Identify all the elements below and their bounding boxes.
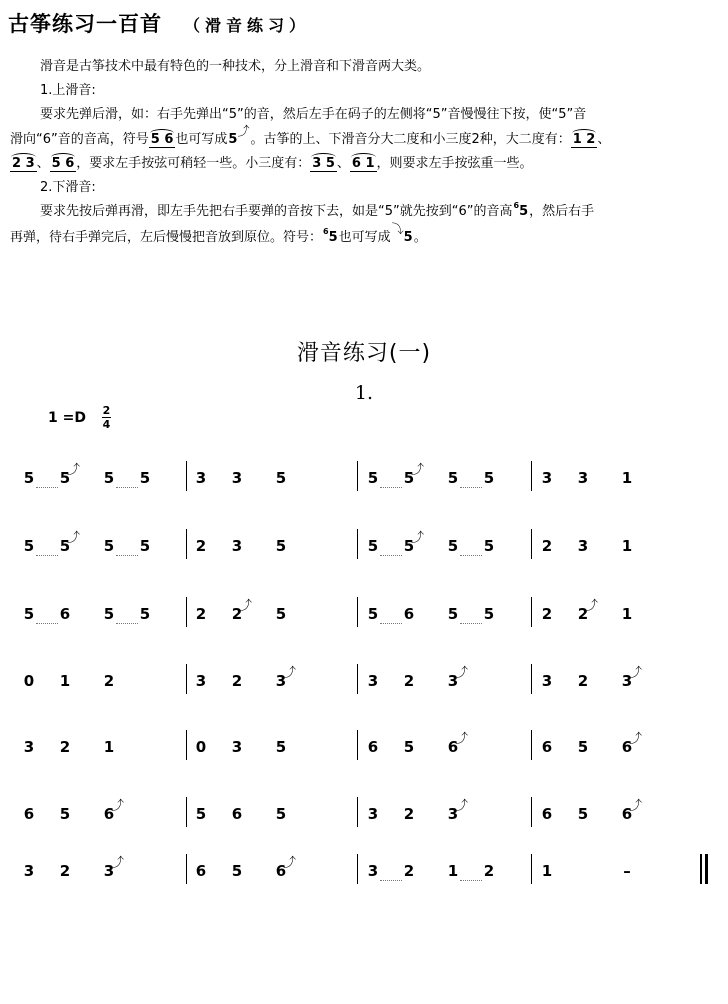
score-note xyxy=(540,805,554,823)
note-digit: 3 xyxy=(195,672,207,690)
intro-paragraph-1: 滑音是古筝技术中最有特色的一种技术，分上滑音和下滑音两大类。 xyxy=(40,59,431,74)
beat-guide xyxy=(36,487,58,488)
beat-guide xyxy=(460,880,482,881)
barline xyxy=(186,854,187,884)
score-note xyxy=(402,805,416,823)
beat-guide xyxy=(380,623,402,624)
grace-digit: 6 xyxy=(513,201,520,210)
page-subtitle: （滑音练习） xyxy=(184,16,311,35)
note-digit: 5 xyxy=(403,469,415,487)
score-note xyxy=(274,537,288,555)
barline xyxy=(531,854,532,884)
score-note xyxy=(102,672,116,690)
score-note xyxy=(402,738,416,756)
note-digit: 6 xyxy=(59,605,71,623)
note-digit: 3 xyxy=(23,862,35,880)
score-note xyxy=(194,469,208,487)
score-note xyxy=(22,605,36,623)
score-note xyxy=(22,672,36,690)
score-note xyxy=(482,537,496,555)
note-digit: 6 xyxy=(621,805,633,823)
intro-paragraph-3a: 要求先弹后滑，如：右手先弹出“5”的音，然后左手在码子的左侧将“5”音慢慢往下按，使“5”音 xyxy=(40,107,587,122)
score-note xyxy=(274,605,288,623)
barline xyxy=(531,730,532,760)
score-row xyxy=(0,529,728,569)
glide-hook-icon: ⤴ xyxy=(455,799,469,814)
score-note xyxy=(446,605,460,623)
score-note xyxy=(274,666,297,690)
section-heading-down-glide: 2.下滑音: xyxy=(40,180,96,195)
score-note xyxy=(102,469,116,487)
note-digit: 1 xyxy=(103,738,115,756)
score-note xyxy=(620,605,634,623)
note-digit: 3 xyxy=(577,537,589,555)
score-note xyxy=(482,605,496,623)
note-digit: 3 xyxy=(541,672,553,690)
barline xyxy=(531,664,532,694)
beat-guide xyxy=(116,623,138,624)
score-row xyxy=(0,854,728,894)
glide-hook-icon: ⤴ xyxy=(629,799,643,814)
note-digit: 0 xyxy=(195,738,207,756)
note-digit: 6 xyxy=(103,805,115,823)
down-glide-digit: 5 xyxy=(403,230,413,245)
glide-symbol: 3 5 xyxy=(312,156,335,171)
note-digit: 2 xyxy=(541,605,553,623)
note-digit: 5 xyxy=(139,469,151,487)
glide-hook-icon: ⤴ xyxy=(629,732,643,747)
score-note xyxy=(620,666,643,690)
exercise-number: 1. xyxy=(354,382,374,404)
note-digit: 5 xyxy=(139,605,151,623)
score-note xyxy=(540,738,554,756)
score-note xyxy=(576,599,599,623)
note-digit: 1 xyxy=(447,862,459,880)
glide-hook-icon: ⤴ xyxy=(411,531,425,546)
score-note xyxy=(230,862,244,880)
beat-guide xyxy=(36,555,58,556)
score-note xyxy=(366,672,380,690)
note-digit: 5 xyxy=(59,805,71,823)
score-note xyxy=(274,805,288,823)
glide-hook-icon: ⤴ xyxy=(67,463,81,478)
note-digit: 6 xyxy=(447,738,459,756)
text-segment: ，然后右手 xyxy=(529,204,595,219)
note-digit: 5 xyxy=(275,738,287,756)
note-digit: 2 xyxy=(59,738,71,756)
note-digit: 2 xyxy=(577,605,589,623)
score-note xyxy=(102,856,125,880)
grace-main-digit: 5 xyxy=(519,204,529,219)
barline xyxy=(531,529,532,559)
barline xyxy=(357,461,358,491)
beat-guide xyxy=(116,487,138,488)
beat-guide xyxy=(380,880,402,881)
note-digit: 5 xyxy=(577,805,589,823)
score-note xyxy=(540,672,554,690)
score-note xyxy=(102,738,116,756)
note-digit: 5 xyxy=(23,469,35,487)
final-barline-thick xyxy=(705,854,708,884)
note-digit: 2 xyxy=(403,862,415,880)
score-note xyxy=(540,537,554,555)
score-note xyxy=(138,469,152,487)
score-note xyxy=(446,732,469,756)
text-segment: ，要求左手按弦可稍轻一些。小三度有： xyxy=(76,156,311,171)
score-note xyxy=(138,537,152,555)
score-note xyxy=(576,537,590,555)
note-digit: 3 xyxy=(367,862,379,880)
score-note xyxy=(446,862,460,880)
note-digit: 5 xyxy=(275,537,287,555)
note-digit: 2 xyxy=(231,672,243,690)
time-signature-top: 2 xyxy=(102,404,111,417)
note-digit: 1 xyxy=(541,862,553,880)
score-note xyxy=(230,469,244,487)
note-digit: 5 xyxy=(483,605,495,623)
score-note xyxy=(446,537,460,555)
note-digit: 2 xyxy=(195,537,207,555)
beat-guide xyxy=(460,623,482,624)
score-row xyxy=(0,664,728,704)
score-note xyxy=(58,805,72,823)
text-segment: 。古筝的上、下滑音分大二度和小三度2种，大二度有： xyxy=(250,132,571,147)
note-digit: 3 xyxy=(23,738,35,756)
note-digit: 5 xyxy=(275,805,287,823)
score-note xyxy=(58,531,81,555)
note-digit: 5 xyxy=(403,738,415,756)
note-digit: 1 xyxy=(621,537,633,555)
note-digit: 1 xyxy=(621,605,633,623)
score-note xyxy=(576,805,590,823)
barline xyxy=(357,797,358,827)
note-digit: 5 xyxy=(103,469,115,487)
score-note xyxy=(402,463,425,487)
note-digit: 6 xyxy=(541,738,553,756)
note-digit: 3 xyxy=(541,469,553,487)
note-digit: 5 xyxy=(275,469,287,487)
section-heading-up-glide: 1.上滑音: xyxy=(40,83,96,98)
score-note xyxy=(366,605,380,623)
score-note xyxy=(402,531,425,555)
note-digit: 5 xyxy=(447,537,459,555)
score-note xyxy=(194,537,208,555)
glide-hook-icon: ⤴ xyxy=(283,856,297,871)
note-digit: 3 xyxy=(577,469,589,487)
score-note xyxy=(576,738,590,756)
note-digit: 6 xyxy=(403,605,415,623)
barline xyxy=(357,597,358,627)
note-digit: 5 xyxy=(403,537,415,555)
score-note xyxy=(22,537,36,555)
note-digit: 1 xyxy=(59,672,71,690)
score-note xyxy=(482,862,496,880)
glide-hook-icon: ⤴ xyxy=(283,666,297,681)
score-note xyxy=(230,738,244,756)
key-label: 1 =D xyxy=(48,409,86,426)
note-digit: 6 xyxy=(367,738,379,756)
glide-hook-icon: ⤴ xyxy=(629,666,643,681)
note-digit: 5 xyxy=(577,738,589,756)
score-row xyxy=(0,597,728,637)
score-note xyxy=(540,862,554,880)
glide-hook-icon: ⤴ xyxy=(455,732,469,747)
glide-hook-icon: ⤴ xyxy=(239,599,253,614)
beat-guide xyxy=(380,487,402,488)
note-digit: 2 xyxy=(403,672,415,690)
note-digit: 6 xyxy=(195,862,207,880)
score-note xyxy=(402,862,416,880)
score-note xyxy=(446,799,469,823)
note-digit: 2 xyxy=(541,537,553,555)
text-segment: 也可写成 xyxy=(338,230,391,245)
note-digit: 3 xyxy=(367,672,379,690)
note-digit: 2 xyxy=(103,672,115,690)
note-digit: 5 xyxy=(103,605,115,623)
grace-digit: 6 xyxy=(323,227,329,236)
text-segment: 滑向“6”音的音高，符号 xyxy=(10,132,149,147)
barline xyxy=(186,730,187,760)
note-digit: 3 xyxy=(447,672,459,690)
score-note xyxy=(620,469,634,487)
note-digit: 5 xyxy=(275,605,287,623)
beat-guide xyxy=(36,623,58,624)
score-note xyxy=(366,469,380,487)
note-digit: 2 xyxy=(231,605,243,623)
score-note xyxy=(620,537,634,555)
note-digit: 6 xyxy=(231,805,243,823)
note-digit: 5 xyxy=(59,537,71,555)
score-note xyxy=(58,862,72,880)
score-note xyxy=(274,856,297,880)
barline xyxy=(531,597,532,627)
score-note xyxy=(402,672,416,690)
score-note xyxy=(230,537,244,555)
score-note xyxy=(576,672,590,690)
score-note xyxy=(102,605,116,623)
note-digit: 5 xyxy=(447,605,459,623)
note-digit: 3 xyxy=(195,469,207,487)
score-note xyxy=(620,732,643,756)
score-note xyxy=(194,805,208,823)
score-note xyxy=(194,605,208,623)
glide-symbol: 5 6 xyxy=(51,156,75,171)
note-digit: 2 xyxy=(403,805,415,823)
note-digit: 6 xyxy=(23,805,35,823)
score-note xyxy=(22,738,36,756)
score-note xyxy=(138,605,152,623)
score-note xyxy=(576,469,590,487)
note-digit: – xyxy=(623,862,631,880)
score-row xyxy=(0,461,728,501)
score-note xyxy=(102,799,125,823)
glide-hook-icon: ⤴ xyxy=(411,463,425,478)
note-digit: 5 xyxy=(483,537,495,555)
note-digit: 3 xyxy=(621,672,633,690)
note-digit: 5 xyxy=(367,605,379,623)
score-note xyxy=(366,805,380,823)
beat-guide xyxy=(460,555,482,556)
note-digit: 2 xyxy=(577,672,589,690)
note-digit: 5 xyxy=(23,605,35,623)
score-note xyxy=(194,672,208,690)
down-hook-icon: ⤵ xyxy=(391,222,404,236)
note-digit: 5 xyxy=(103,537,115,555)
barline xyxy=(186,797,187,827)
score-note xyxy=(194,862,208,880)
score-note xyxy=(274,738,288,756)
note-digit: 1 xyxy=(621,469,633,487)
note-digit: 0 xyxy=(23,672,35,690)
final-barline-thin xyxy=(700,854,702,884)
score-note xyxy=(230,599,253,623)
score-note xyxy=(22,469,36,487)
exercise-title: 滑音练习(一) xyxy=(296,341,432,366)
glide-hook-icon: ⤴ xyxy=(111,799,125,814)
page-title: 古筝练习一百首 xyxy=(8,12,162,36)
glide-symbol: 5 6 xyxy=(150,132,174,147)
note-digit: 3 xyxy=(367,805,379,823)
note-digit: 5 xyxy=(447,469,459,487)
score-note xyxy=(446,469,460,487)
score-note xyxy=(58,605,72,623)
grace-main-digit: 5 xyxy=(328,230,338,245)
note-digit: 5 xyxy=(59,469,71,487)
beat-guide xyxy=(380,555,402,556)
barline xyxy=(531,461,532,491)
score-row xyxy=(0,797,728,837)
score-note xyxy=(274,469,288,487)
score-note xyxy=(230,672,244,690)
note-digit: 2 xyxy=(483,862,495,880)
score-row xyxy=(0,730,728,770)
barline xyxy=(186,529,187,559)
score-note xyxy=(58,672,72,690)
barline xyxy=(531,797,532,827)
text-segment: 、 xyxy=(597,132,611,147)
beat-guide xyxy=(460,487,482,488)
glide-symbol: 1 2 xyxy=(572,132,596,147)
barline xyxy=(186,597,187,627)
beat-guide xyxy=(116,555,138,556)
score-note xyxy=(540,469,554,487)
barline xyxy=(357,664,358,694)
note-digit: 3 xyxy=(103,862,115,880)
glide-hook-icon: ⤴ xyxy=(237,124,250,138)
score-note xyxy=(620,799,643,823)
glide-hook-icon: ⤴ xyxy=(455,666,469,681)
score-note xyxy=(402,605,416,623)
score-note xyxy=(230,805,244,823)
note-digit: 3 xyxy=(447,805,459,823)
note-digit: 5 xyxy=(483,469,495,487)
score-note xyxy=(482,469,496,487)
score-note xyxy=(366,862,380,880)
score-note xyxy=(102,537,116,555)
barline xyxy=(357,529,358,559)
score-note xyxy=(366,738,380,756)
note-digit: 6 xyxy=(275,862,287,880)
text-segment: 。 xyxy=(413,230,427,245)
note-digit: 5 xyxy=(195,805,207,823)
note-digit: 6 xyxy=(621,738,633,756)
glide-symbol: 6 1 xyxy=(351,156,375,171)
note-digit: 5 xyxy=(23,537,35,555)
note-digit: 3 xyxy=(231,469,243,487)
score-note xyxy=(540,605,554,623)
note-digit: 3 xyxy=(231,738,243,756)
score-note xyxy=(194,738,208,756)
text-segment: 要求先按后弹再滑，即左手先把右手要弹的音按下去，如是“5”就先按到“6”的音高 xyxy=(40,204,513,219)
glide-hook-icon: ⤴ xyxy=(111,856,125,871)
score-note xyxy=(22,862,36,880)
score-note xyxy=(446,666,469,690)
note-digit: 3 xyxy=(231,537,243,555)
note-digit: 5 xyxy=(367,537,379,555)
note-digit: 2 xyxy=(59,862,71,880)
text-segment: 也可写成 xyxy=(175,132,228,147)
text-segment: ，则要求左手按弦重一些。 xyxy=(376,156,533,171)
score-note xyxy=(22,805,36,823)
note-digit: 5 xyxy=(367,469,379,487)
note-digit: 3 xyxy=(275,672,287,690)
note-digit: 6 xyxy=(541,805,553,823)
glide-note-digit: 5 xyxy=(228,132,238,147)
barline xyxy=(186,664,187,694)
note-digit: 2 xyxy=(195,605,207,623)
score-note xyxy=(366,537,380,555)
barline xyxy=(357,730,358,760)
barline xyxy=(357,854,358,884)
barline xyxy=(186,461,187,491)
glide-symbol: 2 3 xyxy=(12,156,35,171)
glide-hook-icon: ⤴ xyxy=(585,599,599,614)
score-note xyxy=(58,463,81,487)
sustain-dash xyxy=(620,862,634,880)
text-segment: 、 xyxy=(336,156,350,171)
text-segment: 、 xyxy=(36,156,50,171)
glide-hook-icon: ⤴ xyxy=(67,531,81,546)
note-digit: 5 xyxy=(231,862,243,880)
time-signature-bottom: 4 xyxy=(102,418,111,431)
score-note xyxy=(58,738,72,756)
note-digit: 5 xyxy=(139,537,151,555)
text-segment: 再弹，待右手弹完后，左后慢慢把音放到原位。符号： xyxy=(10,230,323,245)
